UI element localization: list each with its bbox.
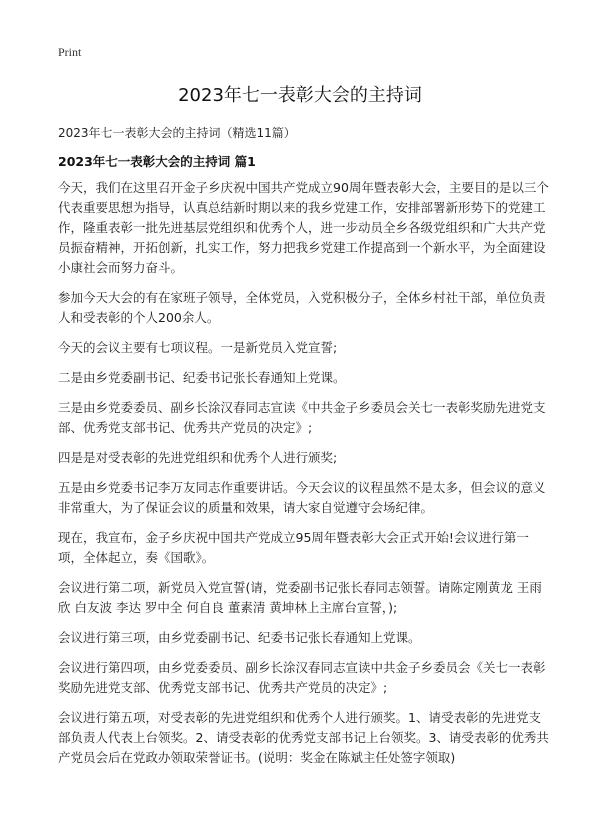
paragraph: 参加今天大会的有在家班子领导，全体党员，入党积极分子，全体乡村社干部，单位负责人和受表彰的个人200余人。	[58, 290, 546, 325]
paragraph: 二是由乡党委副书记、纪委书记张长春通知上党课。	[58, 370, 346, 385]
paragraph: 会议进行第五项，对受表彰的先进党组织和优秀个人进行颁奖。1、请受表彰的先进党支部负责人代表上台领奖。2、请受表彰的优秀党支部书记上台领奖。3、请受表彰的优秀共产党员会后在党政办领取荣誉证书。(说明：奖金在陈斌主任处签字领取)	[58, 710, 549, 765]
paragraph: 五是由乡党委书记李万友同志作重要讲话。今天会议的议程虽然不是太多，但会议的意义非常重大，为了保证会议的质量和效果，请大家自觉遵守会场纪律。	[58, 480, 546, 515]
section-heading: 2023年七一表彰大会的主持词 篇1	[58, 154, 256, 169]
paragraph: 四是是对受表彰的先进党组织和优秀个人进行颁奖;	[58, 450, 338, 465]
paragraph: 今天的会议主要有七项议程。一是新党员入党宣誓;	[58, 340, 338, 355]
document-subtitle: 2023年七一表彰大会的主持词（精选11篇）	[58, 126, 296, 140]
print-link[interactable]: Print	[58, 45, 82, 59]
paragraph: 三是由乡党委委员、副乡长涂汉春同志宣读《中共金子乡委员会关七一表彰奖励先进党支部、优秀党支部书记、优秀共产党员的决定》;	[58, 400, 546, 435]
paragraph: 会议进行第三项，由乡党委副书记、纪委书记张长春通知上党课。	[58, 630, 421, 645]
paragraph: 会议进行第四项，由乡党委委员、副乡长涂汉春同志宣读中共金子乡委员会《关七一表彰奖励先进党支部、优秀党支部书记、优秀共产党员的决定》;	[58, 660, 546, 695]
document-body	[58, 178, 552, 778]
paragraph: 现在，我宣布，金子乡庆祝中国共产党成立95周年暨表彰大会正式开始!会议进行第一项，全体起立，奏《国歌》。	[58, 530, 529, 565]
paragraph: 会议进行第二项，新党员入党宣誓(请，党委副书记张长春同志领誓。请陈定刚黄龙 王雨欣 白友波 李达 罗中全 何自良 董素清 黄坤林上主席台宣誓，);	[58, 580, 542, 615]
page-title: 2023年七一表彰大会的主持词	[178, 85, 422, 106]
paragraph: 今天，我们在这里召开金子乡庆祝中国共产党成立90周年暨表彰大会，主要目的是以三个代表重要思想为指导，认真总结新时期以来的我乡党建工作，安排部署新形势下的党建工作，隆重表彰一批先进基层党组织和优秀个人，进一步动员全乡各级党组织和广大共产党员振奋精神，开拓创新，扎实工作，努力把我乡党建工作提高到一个新水平，为全面建设小康社会而努力奋斗。	[58, 180, 549, 275]
